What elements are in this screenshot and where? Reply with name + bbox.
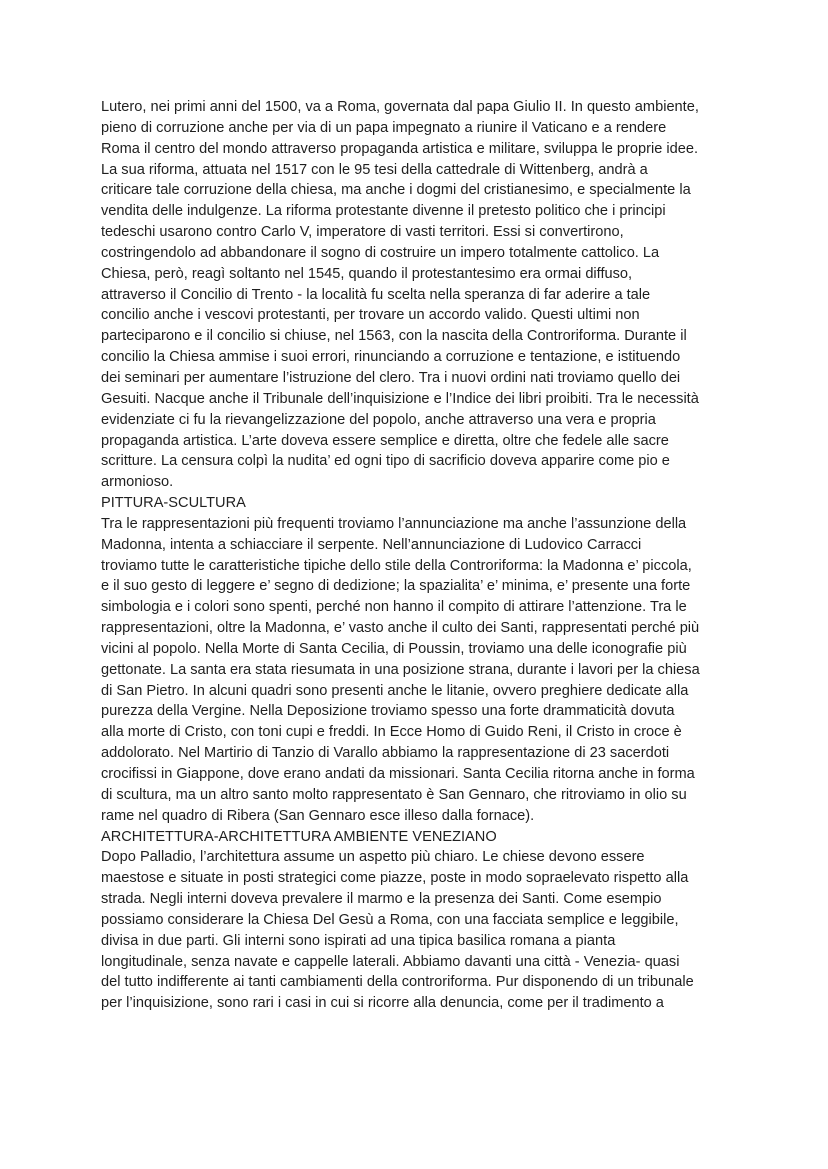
- text-line: longitudinale, senza navate e cappelle laterali. Abbiamo davanti una città - Venezia- quasi: [101, 953, 680, 970]
- text-line: concilio anche i vescovi protestanti, per trovare un accordo valido. Questi ultimi non: [101, 307, 640, 324]
- text-line: concilio la Chiesa ammise i suoi errori, rinunciando a corruzione e tentazione, e istituendo: [101, 349, 681, 366]
- text-line: purezza della Vergine. Nella Deposizione troviamo spesso una forte drammaticità dovuta: [101, 703, 675, 720]
- text-line: costringendolo ad abbandonare il sogno di costruire un impero totalmente cattolico. La: [101, 244, 660, 261]
- text-line: addolorato. Nel Martirio di Tanzio di Varallo abbiamo la rappresentazione di 23 sacerdoti: [101, 745, 670, 762]
- text-line: Chiesa, però, reagì soltanto nel 1545, quando il protestantesimo era ormai diffuso,: [101, 265, 633, 282]
- text-line: di scultura, ma un altro santo molto rappresentato è San Gennaro, che ritroviamo in olio su: [101, 786, 687, 803]
- paragraph-lutero: [101, 97, 741, 493]
- text-line: strada. Negli interni doveva prevalere il marmo e la presenza dei Santi. Come esempio: [101, 891, 662, 908]
- text-line: armonioso.: [101, 474, 174, 491]
- text-line: simbologia e i colori sono spenti, perché non hanno il compito di attirare l’attenzione. Tra le: [101, 599, 687, 616]
- section-heading-pittura-scultura: PITTURA-SCULTURA: [101, 495, 246, 512]
- text-line: vendita delle indulgenze. La riforma protestante divenne il pretesto politico che i principi: [101, 203, 666, 220]
- text-line: criticare tale corruzione della chiesa, ma anche i dogmi del cristianesimo, e specialmente la: [101, 182, 691, 199]
- text-line: maestose e situate in posti strategici come piazze, poste in modo sopraelevato rispetto alla: [101, 870, 689, 887]
- text-line: per l’inquisizione, sono rari i casi in cui si ricorre alla denuncia, come per il tradimento a: [101, 995, 664, 1012]
- text-line: crocifissi in Giappone, dove erano andati da missionari. Santa Cecilia ritorna anche in forma: [101, 766, 695, 782]
- text-line: Dopo Palladio, l’architettura assume un aspetto più chiaro. Le chiese devono essere: [101, 849, 645, 866]
- text-line: Lutero, nei primi anni del 1500, va a Roma, governata dal papa Giulio II. In questo ambiente,: [101, 99, 699, 115]
- text-line: vicini al popolo. Nella Morte di Santa Cecilia, di Poussin, troviamo una delle iconografie più: [101, 640, 687, 657]
- text-line: evidenziate ci fu la rievangelizzazione del popolo, anche attraverso una vera e propria: [101, 411, 656, 428]
- text-line: Tra le rappresentazioni più frequenti troviamo l’annunciazione ma anche l’assunzione della: [101, 515, 687, 532]
- text-line: rame nel quadro di Ribera (San Gennaro esce illeso dalla fornace).: [101, 807, 535, 824]
- text-line: gettonate. La santa era stata riesumata in una posizione strana, durante i lavori per la chiesa: [101, 661, 700, 678]
- paragraph-architettura: [101, 847, 741, 1014]
- text-line: alla morte di Cristo, con toni cupi e freddi. In Ecce Homo di Guido Reni, il Cristo in croce è: [101, 724, 682, 741]
- text-line: tedeschi usarono contro Carlo V, imperatore di vasti territori. Essi si convertirono,: [101, 224, 624, 241]
- text-line: di San Pietro. In alcuni quadri sono presenti anche le litanie, ovvero preghiere dedicate alla: [101, 682, 689, 699]
- text-line: e il suo gesto di leggere e’ segno di dedizione; la spazialita’ e’ minima, e’ presente una forte: [101, 578, 691, 595]
- text-line: parteciparono e il concilio si chiuse, nel 1563, con la nascita della Controriforma. Durante il: [101, 328, 687, 345]
- document-body: [101, 97, 741, 1014]
- text-line: Madonna, intenta a schiacciare il serpente. Nell’annunciazione di Ludovico Carracci: [101, 536, 642, 553]
- text-line: La sua riforma, attuata nel 1517 con le 95 tesi della cattedrale di Wittenberg, andrà a: [101, 161, 648, 178]
- text-line: divisa in due parti. Gli interni sono ispirati ad una tipica basilica romana a pianta: [101, 932, 616, 949]
- text-line: attraverso il Concilio di Trento - la località fu scelta nella speranza di far aderire a tale: [101, 286, 651, 303]
- text-line: rappresentazioni, oltre la Madonna, e’ vasto anche il culto dei Santi, rappresentati perché più: [101, 620, 700, 637]
- text-line: dei seminari per aumentare l’istruzione del clero. Tra i nuovi ordini nati troviamo quello dei: [101, 369, 681, 386]
- text-line: Gesuiti. Nacque anche il Tribunale dell’inquisizione e l’Indice dei libri proibiti. Tra le necessità: [101, 390, 699, 407]
- text-line: scritture. La censura colpì la nudita’ ed ogni tipo di sacrificio doveva apparire come pio e: [101, 453, 670, 470]
- text-line: troviamo tutte le caratteristiche tipiche dello stile della Controriforma: la Madonna e’ piccola,: [101, 557, 692, 574]
- paragraph-pittura: [101, 514, 741, 827]
- section-heading-architettura: ARCHITETTURA-ARCHITETTURA AMBIENTE VENEZIANO: [101, 828, 497, 845]
- text-line: pieno di corruzione anche per via di un papa impegnato a riunire il Vaticano e a rendere: [101, 119, 667, 136]
- text-line: propaganda artistica. L’arte doveva essere semplice e diretta, oltre che fedele alle sacre: [101, 432, 669, 449]
- text-line: del tutto indifferente ai tanti cambiamenti della controriforma. Pur disponendo di un tribunale: [101, 974, 694, 991]
- text-line: possiamo considerare la Chiesa Del Gesù a Roma, con una facciata semplice e leggibile,: [101, 911, 679, 928]
- text-line: Roma il centro del mondo attraverso propaganda artistica e militare, sviluppa le proprie idee.: [101, 140, 699, 157]
